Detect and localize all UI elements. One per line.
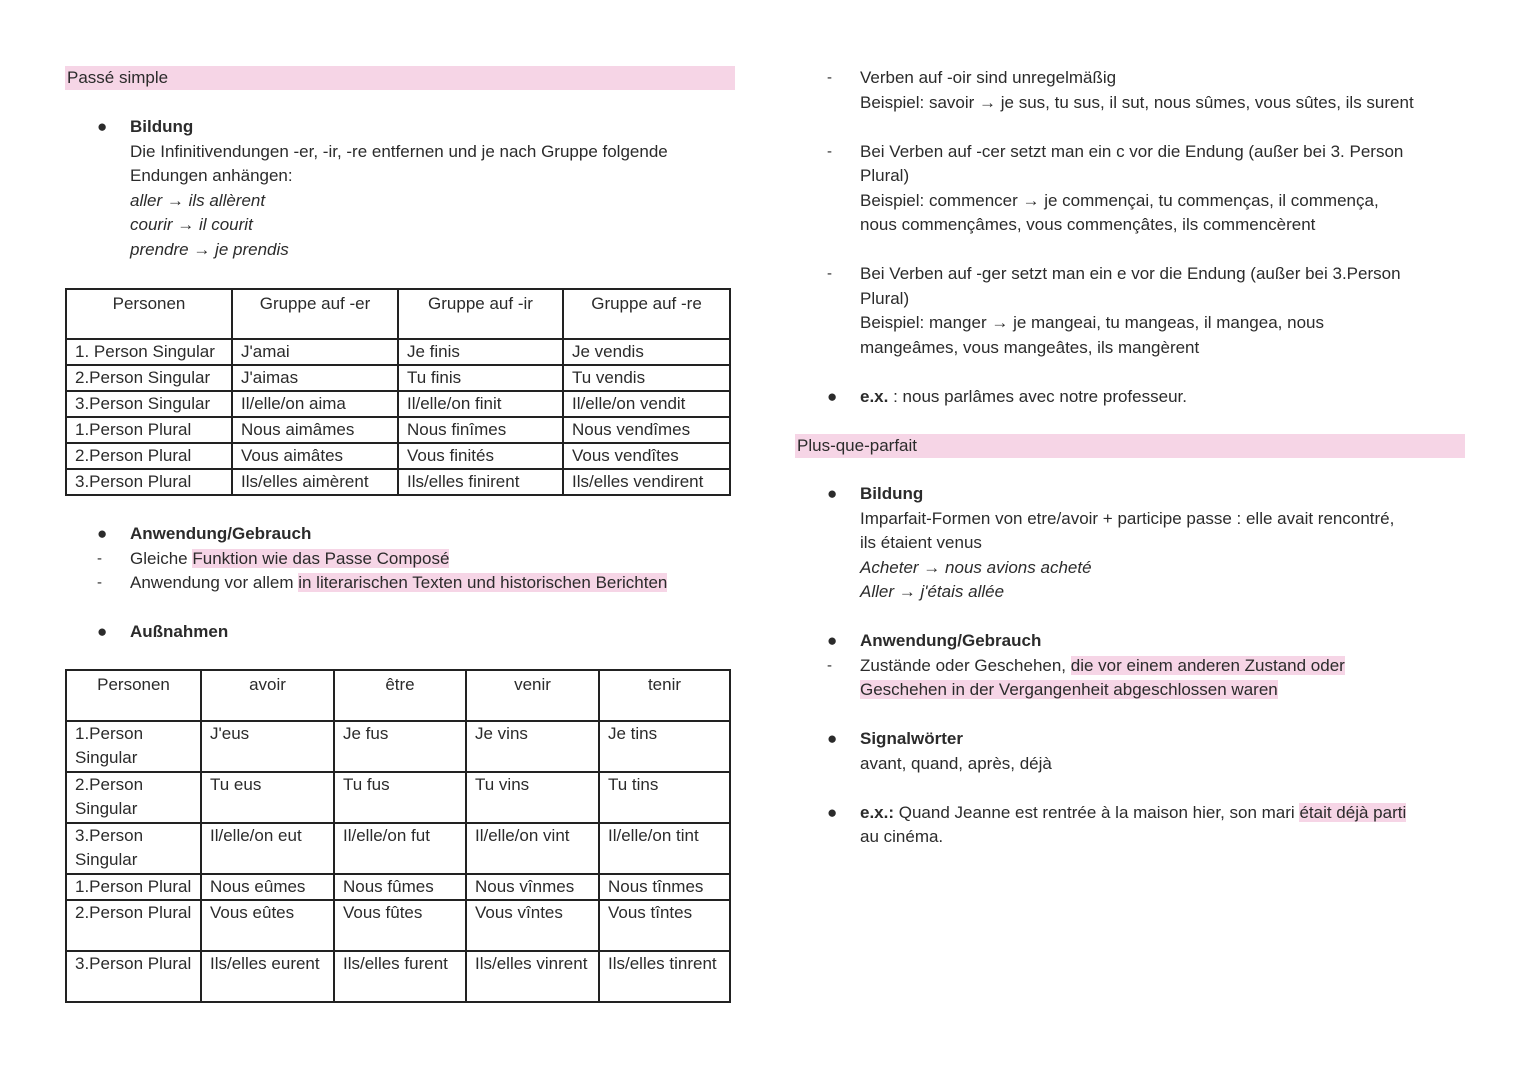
table-cell: 2.Person Singular xyxy=(66,365,232,391)
table-cell: Nous eûmes xyxy=(201,874,334,900)
table-cell: Tu vins xyxy=(466,772,599,823)
table-header: Gruppe auf -ir xyxy=(398,289,563,339)
bildung2-label: Bildung xyxy=(860,484,924,503)
cer-block xyxy=(795,140,1465,238)
ger-block xyxy=(795,262,1465,360)
anwendung-highlight: Funktion wie das Passe Composé xyxy=(192,548,450,568)
ger-line-3: Beispiel: manger → je mangeai, tu mangeas, il mangea, nous xyxy=(860,313,1324,332)
bildung2-example-2: Aller → j'étais allée xyxy=(860,582,1005,601)
anwendung2-highlight: die vor einem anderen Zustand oder xyxy=(1070,655,1345,675)
bullet-icon: ● xyxy=(827,386,838,406)
oir-line-2: Beispiel: savoir → je sus, tu sus, il sut, nous sûmes, vous sûtes, ils surent xyxy=(860,92,1414,112)
table-row xyxy=(66,772,730,823)
table-cell: Il/elle/on vendit xyxy=(563,391,730,417)
ger-line-2: Plural) xyxy=(860,288,910,308)
ger-line-1: Bei Verben auf -ger setzt man ein e vor die Endung (außer bei 3.Person xyxy=(860,264,1401,283)
cer-line-1: Bei Verben auf -cer setzt man ein c vor die Endung (außer bei 3. Person xyxy=(860,141,1404,161)
table-row xyxy=(66,721,730,772)
signal-text: avant, quand, après, déjà xyxy=(860,753,1052,773)
example-label: e.x.: xyxy=(860,802,895,822)
table-cell: Je finis xyxy=(398,339,563,365)
table-cell: Ils/elles finirent xyxy=(398,469,563,495)
bildung-label: Bildung xyxy=(130,117,194,136)
table-cell: 1.Person Singular xyxy=(66,721,201,772)
table-cell: Tu fus xyxy=(334,772,466,823)
left-column xyxy=(65,66,735,1003)
anwendung2-label: Anwendung/Gebrauch xyxy=(860,631,1042,650)
table-header: Personen xyxy=(66,670,201,721)
oir-line-1: Verben auf -oir sind unregelmäßig xyxy=(860,68,1117,87)
dash-icon: - xyxy=(827,265,832,282)
table-cell: Nous finîmes xyxy=(398,417,563,443)
conjugation-table-regular xyxy=(65,288,731,496)
bildung-text-1: Die Infinitivendungen -er, -ir, -re entfernen und je nach Gruppe folgende xyxy=(130,141,668,161)
table-cell: Nous fûmes xyxy=(334,874,466,900)
example-block-1 xyxy=(795,385,1465,410)
table-cell: 3.Person Singular xyxy=(66,823,201,874)
table-header: Gruppe auf -re xyxy=(563,289,730,339)
section-title-passe-simple: Passé simple xyxy=(65,66,735,90)
bildung2-example-1: Acheter → nous avions acheté xyxy=(860,557,1092,577)
table-cell: Vous finités xyxy=(398,443,563,469)
table-header: être xyxy=(334,670,466,721)
table-cell: 2.Person Singular xyxy=(66,772,201,823)
table-cell: Je vins xyxy=(466,721,599,772)
cer-line-3: Beispiel: commencer → je commençai, tu commenças, il commença, xyxy=(860,190,1379,210)
table-row xyxy=(66,874,730,900)
section-title-plus-que-parfait: Plus-que-parfait xyxy=(795,434,1465,458)
table-cell: Il/elle/on aima xyxy=(232,391,398,417)
bildung-example-1: aller → ils allèrent xyxy=(130,190,266,210)
table-header-row xyxy=(66,289,730,339)
table-header: Personen xyxy=(66,289,232,339)
table-row xyxy=(66,823,730,874)
table-cell: Nous vînmes xyxy=(466,874,599,900)
anwendung-text: Gleiche xyxy=(130,548,193,568)
table-cell: Ils/elles furent xyxy=(334,951,466,1002)
bildung-example-3: prendre → je prendis xyxy=(130,239,289,259)
table-row xyxy=(66,951,730,1002)
table-cell: 3.Person Plural xyxy=(66,469,232,495)
dash-icon: - xyxy=(827,656,832,674)
table-cell: Vous tîntes xyxy=(599,900,730,951)
example-text: Quand Jeanne est rentrée à la maison hier, son mari xyxy=(894,802,1300,822)
bullet-icon: ● xyxy=(827,729,838,748)
table-cell: Nous tînmes xyxy=(599,874,730,900)
ausnahmen-block xyxy=(65,620,735,645)
anwendung2-highlight-2: Geschehen in der Vergangenheit abgeschlossen waren xyxy=(860,680,1278,699)
signal-label: Signalwörter xyxy=(860,729,963,748)
table-row xyxy=(66,417,730,443)
anwendung2-block xyxy=(795,629,1465,654)
example-highlight: était déjà parti xyxy=(1299,802,1407,822)
example-line-2: au cinéma. xyxy=(860,827,944,846)
table-cell: Tu eus xyxy=(201,772,334,823)
table-cell: Nous aimâmes xyxy=(232,417,398,443)
table-cell: Vous aimâtes xyxy=(232,443,398,469)
example-text: : nous parlâmes avec notre professeur. xyxy=(888,386,1187,406)
table-cell: Vous vîntes xyxy=(466,900,599,951)
bullet-icon: ● xyxy=(827,631,838,650)
dash-icon: - xyxy=(827,69,832,86)
anwendung2-lines xyxy=(795,654,1465,703)
table-cell: Nous vendîmes xyxy=(563,417,730,443)
table-cell: 2.Person Plural xyxy=(66,900,201,951)
ger-line-4: mangeâmes, vous mangeâtes, ils mangèrent xyxy=(860,337,1200,357)
table-cell: Je tins xyxy=(599,721,730,772)
dash-icon: - xyxy=(97,574,102,591)
table-cell: J'aimas xyxy=(232,365,398,391)
table-cell: Ils/elles tinrent xyxy=(599,951,730,1002)
anwendung-text: Anwendung vor allem xyxy=(130,573,299,592)
table-cell: Vous eûtes xyxy=(201,900,334,951)
anwendung-line-2 xyxy=(65,571,735,596)
anwendung2-text: Zustände oder Geschehen, xyxy=(860,655,1071,675)
dash-icon: - xyxy=(827,142,832,160)
cer-line-4: nous commençâmes, vous commençâtes, ils commencèrent xyxy=(860,215,1316,234)
anwendung-line-1 xyxy=(65,547,735,572)
ausnahmen-label: Außnahmen xyxy=(130,621,229,641)
bildung2-line-1: Imparfait-Formen von etre/avoir + participe passe : elle avait rencontré, xyxy=(860,508,1395,528)
table-cell: Il/elle/on tint xyxy=(599,823,730,874)
table-cell: Tu vendis xyxy=(563,365,730,391)
bildung-example-2: courir → il courit xyxy=(130,215,253,234)
anwendung-block xyxy=(65,522,735,547)
table-cell: Je vendis xyxy=(563,339,730,365)
table-cell: J'eus xyxy=(201,721,334,772)
table-cell: Il/elle/on eut xyxy=(201,823,334,874)
table-cell: 3.Person Plural xyxy=(66,951,201,1002)
table-header: Gruppe auf -er xyxy=(232,289,398,339)
bullet-icon: ● xyxy=(97,524,108,543)
table-cell: Vous vendîtes xyxy=(563,443,730,469)
bildung-text-2: Endungen anhängen: xyxy=(130,166,293,185)
example-label: e.x. xyxy=(860,386,889,406)
table-cell: J'amai xyxy=(232,339,398,365)
table-cell: 3.Person Singular xyxy=(66,391,232,417)
bildung-block xyxy=(65,115,735,262)
table-cell: Je fus xyxy=(334,721,466,772)
table-cell: Ils/elles eurent xyxy=(201,951,334,1002)
table-row xyxy=(66,365,730,391)
table-row xyxy=(66,900,730,951)
table-cell: Il/elle/on finit xyxy=(398,391,563,417)
table-cell: 1.Person Plural xyxy=(66,417,232,443)
table-cell: 2.Person Plural xyxy=(66,443,232,469)
anwendung-highlight: in literarischen Texten und historischen Berichten xyxy=(298,573,668,592)
signal-block xyxy=(795,727,1465,776)
bullet-icon: ● xyxy=(97,117,108,136)
table-cell: Il/elle/on fut xyxy=(334,823,466,874)
anwendung-label: Anwendung/Gebrauch xyxy=(130,524,312,543)
right-column xyxy=(795,66,1465,850)
table-cell: Tu tins xyxy=(599,772,730,823)
table-cell: Tu finis xyxy=(398,365,563,391)
table-row xyxy=(66,339,730,365)
bullet-icon: ● xyxy=(827,484,838,503)
table-row xyxy=(66,391,730,417)
conjugation-table-irregular xyxy=(65,669,731,1003)
oir-block xyxy=(795,66,1465,115)
bildung2-block xyxy=(795,482,1465,605)
table-header: venir xyxy=(466,670,599,721)
table-cell: Vous fûtes xyxy=(334,900,466,951)
table-row xyxy=(66,443,730,469)
bullet-icon: ● xyxy=(827,802,838,822)
table-header: tenir xyxy=(599,670,730,721)
table-cell: Ils/elles vinrent xyxy=(466,951,599,1002)
example-block-2 xyxy=(795,801,1465,850)
table-header: avoir xyxy=(201,670,334,721)
table-cell: Ils/elles aimèrent xyxy=(232,469,398,495)
cer-line-2: Plural) xyxy=(860,166,910,185)
dash-icon: - xyxy=(97,549,102,567)
table-cell: Ils/elles vendirent xyxy=(563,469,730,495)
table-cell: 1. Person Singular xyxy=(66,339,232,365)
table-header-row xyxy=(66,670,730,721)
table-cell: 1.Person Plural xyxy=(66,874,201,900)
bildung2-line-2: ils étaient venus xyxy=(860,533,982,552)
bullet-icon: ● xyxy=(97,621,108,641)
table-cell: Il/elle/on vint xyxy=(466,823,599,874)
table-row xyxy=(66,469,730,495)
